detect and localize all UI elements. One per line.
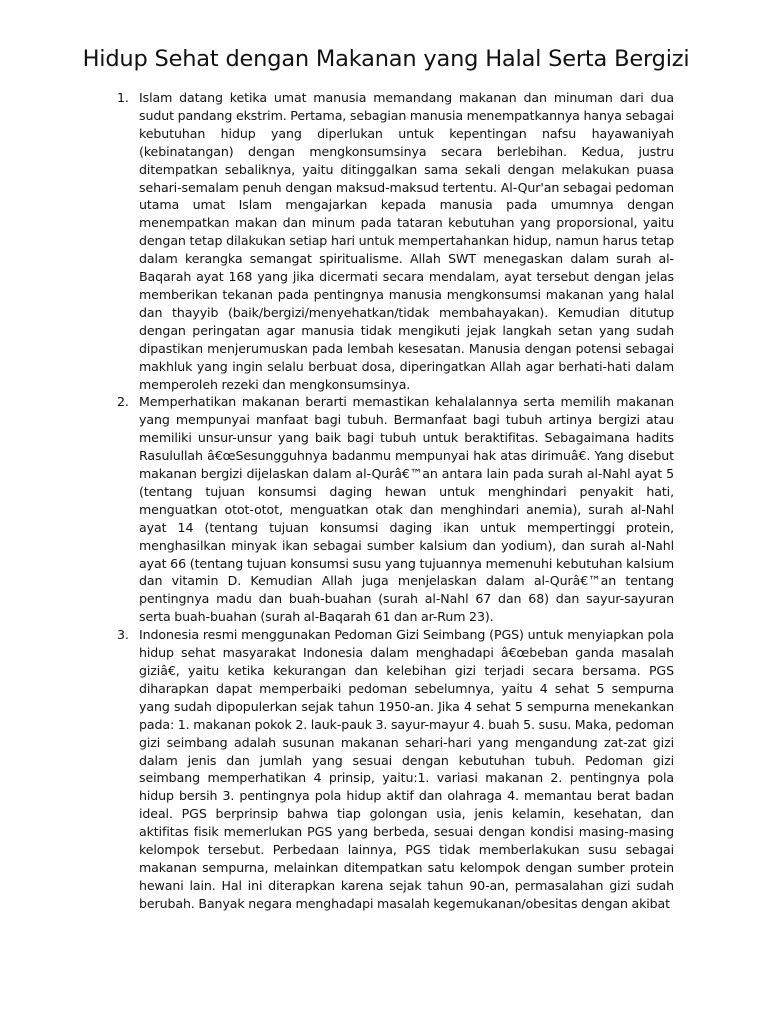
list-item-text: Islam datang ketika umat manusia memandang makanan dan minuman dari dua sudut pandang ekstrim. Pertama, sebagian manusia menempatkannya hanya sebagai kebutuhan hidup yang diperlukan untuk kepentingan nafsu hayawaniyah (kebinatangan) dengan mengkonsumsinya secara berlebihan. Kedua, justru ditempatkan sebaliknya, yaitu ditinggalkan sama sekali dengan melakukan puasa sehari-semalam penuh dengan maksud-maksud tertentu. Al-Qur'an sebagai pedoman utama umat Islam mengajarkan kepada manusia pada umumnya dengan menempatkan makan dan minum pada tataran kebutuhan yang proporsional, yaitu dengan tetap dilakukan setiap hari untuk mempertahankan hidup, namun harus tetap dalam kerangka semangat spiritualisme. Allah SWT menegaskan dalam surah al-Baqarah ayat 168 yang jika dicermati secara mendalam, ayat tersebut dengan jelas memberikan tekanan pada pentingnya manusia mengkonsumsi makanan yang halal dan thayyib (baik/bergizi/menyehatkan/tidak membahayakan). Kemudian ditutup dengan peringatan agar manusia tidak mengikuti jejak langkah setan yang sudah dipastikan menjerumuskan pada lembah kesesatan. Manusia dengan potensi sebagai makhluk yang ingin selalu berbuat dosa, diperingatkan Allah agar berhati-hati dalam memperoleh rezeki dan mengkonsumsinya. xyxy=(139,90,674,392)
list-item xyxy=(117,393,674,626)
list-item-text: Memperhatikan makanan berarti memastikan kehalalannya serta memilih makanan yang mempunyai manfaat bagi tubuh. Bermanfaat bagi tubuh artinya bergizi atau memiliki unsur-unsur yang baik bagi tubuh untuk beraktifitas. Sebagaimana hadits Rasulullah â€œSesungguhnya badanmu mempunyai hak atas dirimuâ€. Yang disebut makanan bergizi dijelaskan dalam al-Qurâ€™an antara lain pada surah al-Nahl ayat 5 (tentang tujuan konsumsi daging hewan untuk menghindari penyakit hati, menguatkan otot-otot, menguatkan otak dan menghindari anemia), surah al-Nahl ayat 14 (tentang tujuan konsumsi daging ikan untuk mempertinggi protein, menghasilkan minyak ikan sebagai sumber kalsium dan yodium), dan surah al-Nahl ayat 66 (tentang tujuan konsumsi susu yang tujuannya memenuhi kebutuhan kalsium dan vitamin D. Kemudian Allah juga menjelaskan dalam al-Qurâ€™an tentang pentingnya madu dan buah-buahan (surah al-Nahl 67 dan 68) dan sayur-sayuran serta buah-buahan (surah al-Baqarah 61 dan ar-Rum 23). xyxy=(139,394,674,625)
list-item xyxy=(117,89,674,393)
list-item-number: 1. xyxy=(117,90,129,105)
list-item-text: Indonesia resmi menggunakan Pedoman Gizi Seimbang (PGS) untuk menyiapkan pola hidup sehat masyarakat Indonesia dalam menghadapi â€œbeban ganda masalah giziâ€, yaitu ketika kekurangan dan kelebihan gizi terjadi secara bersama. PGS diharapkan dapat memperbaiki pedoman sebelumnya, yaitu 4 sehat 5 sempurna yang sudah dipopulerkan sejak tahun 1950-an. Jika 4 sehat 5 sempurna menekankan pada: 1. makanan pokok 2. lauk-pauk 3. sayur-mayur 4. buah 5. susu. Maka, pedoman gizi seimbang adalah susunan makanan sehari-hari yang mengandung zat-zat gizi dalam jenis dan jumlah yang sesuai dengan kebutuhan tubuh. Pedoman gizi seimbang memperhatikan 4 prinsip, yaitu:1. variasi makanan 2. pentingnya pola hidup bersih 3. pentingnya pola hidup aktif dan olahraga 4. memantau berat badan ideal. PGS berprinsip bahwa tiap golongan usia, jenis kelamin, kesehatan, dan aktifitas fisik memerlukan PGS yang berbeda, sesuai dengan kondisi masing-masing kelompok tersebut. Perbedaan lainnya, PGS tidak memberlakukan susu sebagai makanan sempurna, melainkan ditempatkan satu kelompok dengan sumber protein hewani lain. Hal ini diterapkan karena sejak tahun 90-an, permasalahan gizi sudah berubah. Banyak negara menghadapi masalah kegemukanan/obesitas dengan akibat xyxy=(139,627,674,911)
document-title: Hidup Sehat dengan Makanan yang Halal Serta Bergizi xyxy=(82,46,690,72)
list-item-number: 3. xyxy=(117,627,129,643)
list-item-number: 2. xyxy=(117,394,129,410)
list-item xyxy=(117,626,674,913)
numbered-list xyxy=(117,89,674,913)
